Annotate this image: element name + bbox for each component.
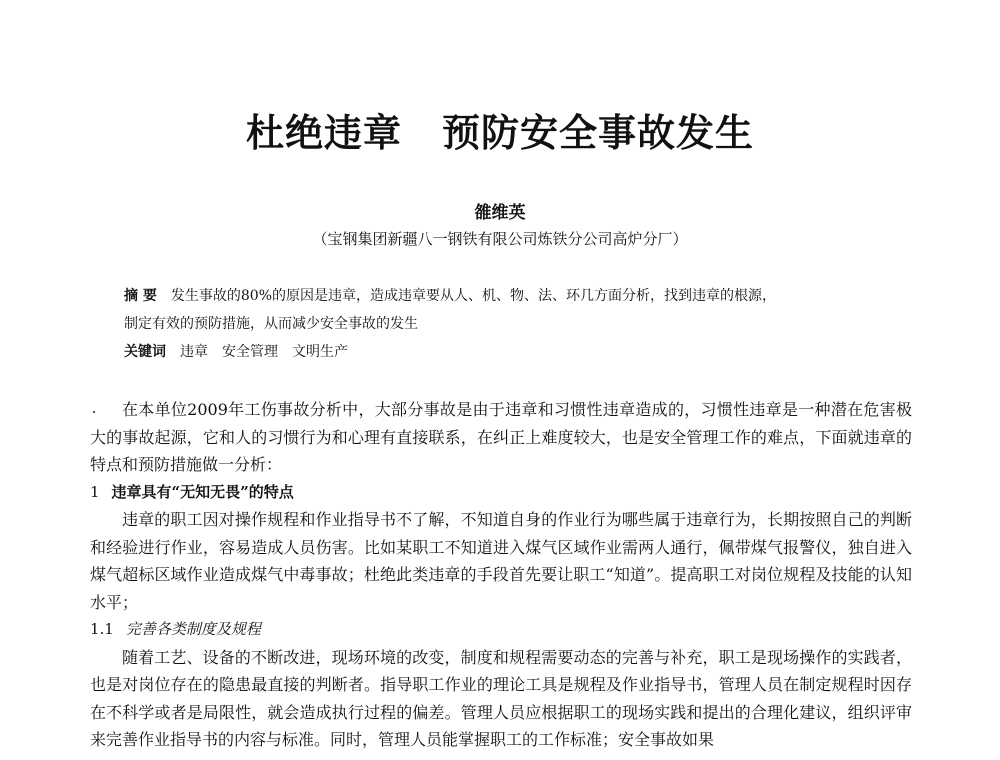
section-1-title: 违章具有“无知无畏”的特点: [111, 482, 294, 501]
keyword-1: 违章: [180, 344, 208, 360]
author-name: 雒维英: [474, 203, 526, 223]
section-1-1-heading: [90, 616, 912, 644]
section-1-1-title: 完善各类制度及规程: [125, 620, 261, 638]
title-part-2: 预防安全事故发生: [442, 110, 755, 155]
section-1-1-paragraph: 随着工艺、设备的不断改进，现场环境的改变，制度和规程需要动态的完善与补充，职工是现场操作的实践者，也是对岗位存在的隐患最直接的判断者。指导职工作业的理论工具是规程及作业指导书，管理人员在制定规程时因存在不科学或者是局限性，就会造成执行过程的偏差。管理人员应根据职工的现场实践和提出的合理化建议，组织评审来完善作业指导书的内容与标准。同时，管理人员能掌握职工的工作标准；安全事故如果: [90, 647, 912, 749]
title-part-1: 杜绝违章: [245, 110, 402, 155]
intro-paragraph: 在本单位2009年工伤事故分析中，大部分事故是由于违章和习惯性违章造成的，习惯性违章是一种潜在危害极大的事故起源，它和人的习惯行为和心理有直接联系，在纠正上难度较大，也是安全管理工作的难点，下面就违章的特点和预防措施做一分析：: [90, 400, 912, 474]
keyword-3: 文明生产: [292, 344, 348, 360]
section-1-number: 1: [90, 482, 100, 501]
abstract-label: 摘 要: [124, 288, 157, 304]
abstract-line-1: [124, 286, 884, 306]
abstract-text-1: 发生事故的80%的原因是违章，造成违章要从人、机、物、法、环几方面分析，找到违章的根源，: [170, 288, 776, 304]
keyword-2: 安全管理: [222, 344, 278, 360]
section-1-heading: [90, 479, 912, 507]
section-1-paragraph: 违章的职工因对操作规程和作业指导书不了解，不知道自身的作业行为哪些属于违章行为，长期按照自己的判断和经验进行作业，容易造成人员伤害。比如某职工不知道进入煤气区域作业需两人通行，佩带煤气报警仪，独自进入煤气超标区域作业造成煤气中毒事故；杜绝此类违章的手段首先要让职工“知道”。提高职工对岗位规程及技能的认知水平；: [90, 510, 912, 612]
abstract-line-2: 制定有效的预防措施，从而减少安全事故的发生: [124, 316, 418, 332]
keywords-label: 关键词: [124, 344, 166, 360]
body-text: [90, 396, 912, 754]
author-affiliation: （宝钢集团新疆八一钢铁有限公司炼铁分公司高炉分厂）: [312, 230, 688, 248]
keywords-line: [124, 342, 884, 362]
paper-title: [0, 102, 1000, 157]
section-1-1-number: 1.1: [90, 620, 114, 638]
